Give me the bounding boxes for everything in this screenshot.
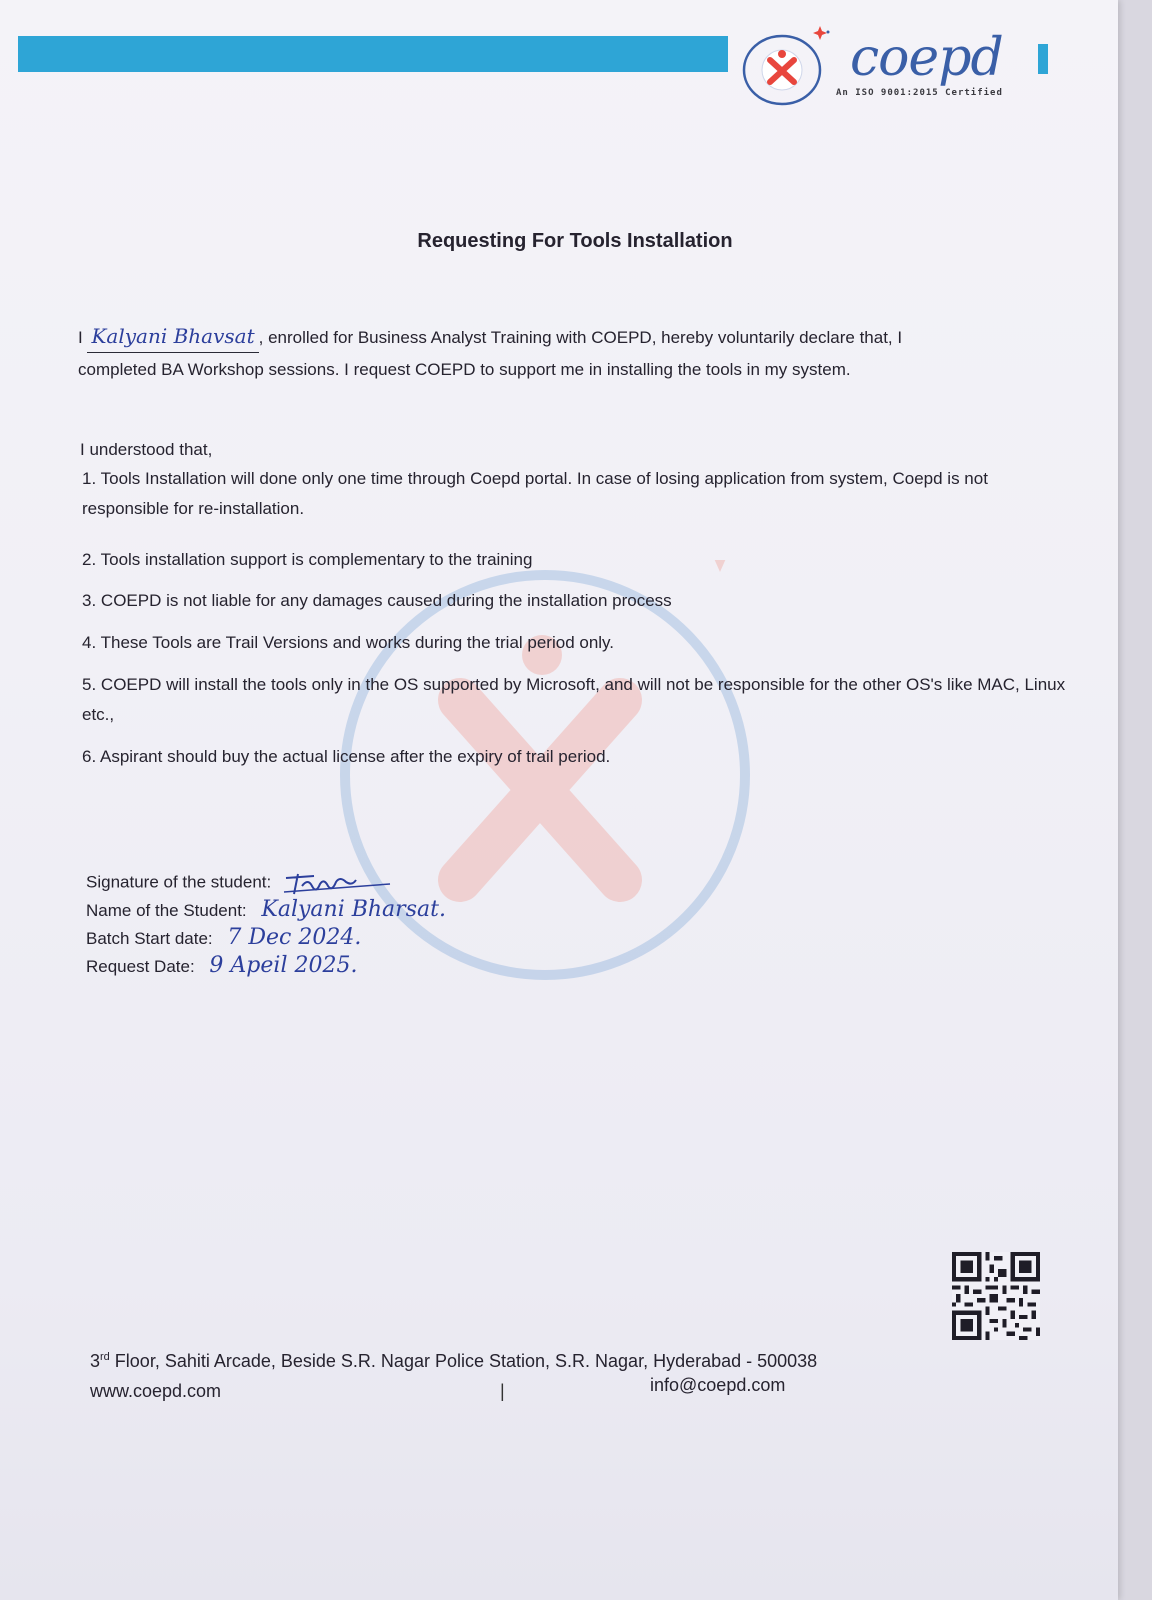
condition-number: 2.	[82, 550, 97, 569]
condition-text: Aspirant should buy the actual license after the expiry of trail period.	[99, 747, 611, 766]
intro-line1: , enrolled for Business Analyst Training with COEPD, hereby voluntarily declare that, I	[258, 328, 903, 347]
brand-accent-bar	[1038, 44, 1048, 74]
condition-number: 3.	[82, 591, 97, 610]
condition-text: COEPD will install the tools only in the OS supported by Microsoft, and will not be responsible for the other OS's like MAC, Linux etc.,	[82, 675, 1066, 724]
condition-text: Tools installation support is complementary to the training	[100, 550, 533, 569]
qr-code	[952, 1252, 1040, 1340]
handwritten-student-name: Kalyani Bhavsat	[87, 320, 258, 353]
email-link[interactable]: info@coepd.com	[650, 1375, 786, 1395]
handwritten-request-date: 9 Apeil 2025.	[209, 953, 358, 978]
coepd-emblem-logo	[740, 20, 832, 112]
condition-number: 4.	[82, 633, 97, 652]
condition-item-4	[82, 628, 1072, 658]
condition-text: These Tools are Trail Versions and works during the trial period only.	[100, 633, 615, 652]
handwritten-name-value: Kalyani Bharsat.	[261, 897, 446, 922]
header-color-bar	[18, 36, 728, 72]
request-date-row	[86, 952, 446, 980]
condition-number: 5.	[82, 675, 97, 694]
website-link[interactable]: www.coepd.com	[90, 1381, 222, 1401]
condition-item-1	[82, 464, 1072, 524]
condition-item-5	[82, 670, 1072, 730]
name-label: Name of the Student:	[86, 901, 247, 920]
footer-contact-row	[90, 1376, 850, 1406]
footer-address: 3rd Floor, Sahiti Arcade, Beside S.R. Nagar Police Station, S.R. Nagar, Hyderabad - 500038	[90, 1351, 818, 1371]
condition-item-2	[82, 545, 1072, 575]
handwritten-signature	[282, 868, 392, 898]
footer	[90, 1342, 850, 1406]
brand-wordmark: coepd	[850, 28, 1003, 88]
signature-row	[86, 868, 446, 896]
handwritten-batch-date: 7 Dec 2024.	[227, 925, 362, 950]
batch-label: Batch Start date:	[86, 929, 213, 948]
student-name-row	[86, 896, 446, 924]
condition-number: 6.	[82, 747, 97, 766]
signature-block	[86, 868, 446, 980]
understood-heading: I understood that,	[80, 440, 213, 459]
condition-item-6	[82, 742, 1072, 772]
condition-item-3	[82, 586, 1072, 616]
footer-separator: |	[500, 1381, 505, 1401]
request-label: Request Date:	[86, 957, 195, 976]
iso-certification: An ISO 9001:2015 Certified	[836, 88, 1003, 98]
condition-text: Tools Installation will done only one time through Coepd portal. In case of losing application from system, Coepd is not responsible for re-installation.	[82, 469, 988, 518]
condition-text: COEPD is not liable for any damages caused during the installation process	[100, 591, 672, 610]
intro-line2: completed BA Workshop sessions. I request COEPD to support me in installing the tools in my system.	[78, 360, 851, 379]
batch-date-row	[86, 924, 446, 952]
signature-label: Signature of the student:	[86, 872, 272, 892]
condition-number: 1.	[82, 469, 97, 488]
intro-paragraph	[78, 320, 1068, 386]
intro-prefix: I	[78, 328, 83, 347]
document-title: Requesting For Tools Installation	[417, 230, 733, 252]
